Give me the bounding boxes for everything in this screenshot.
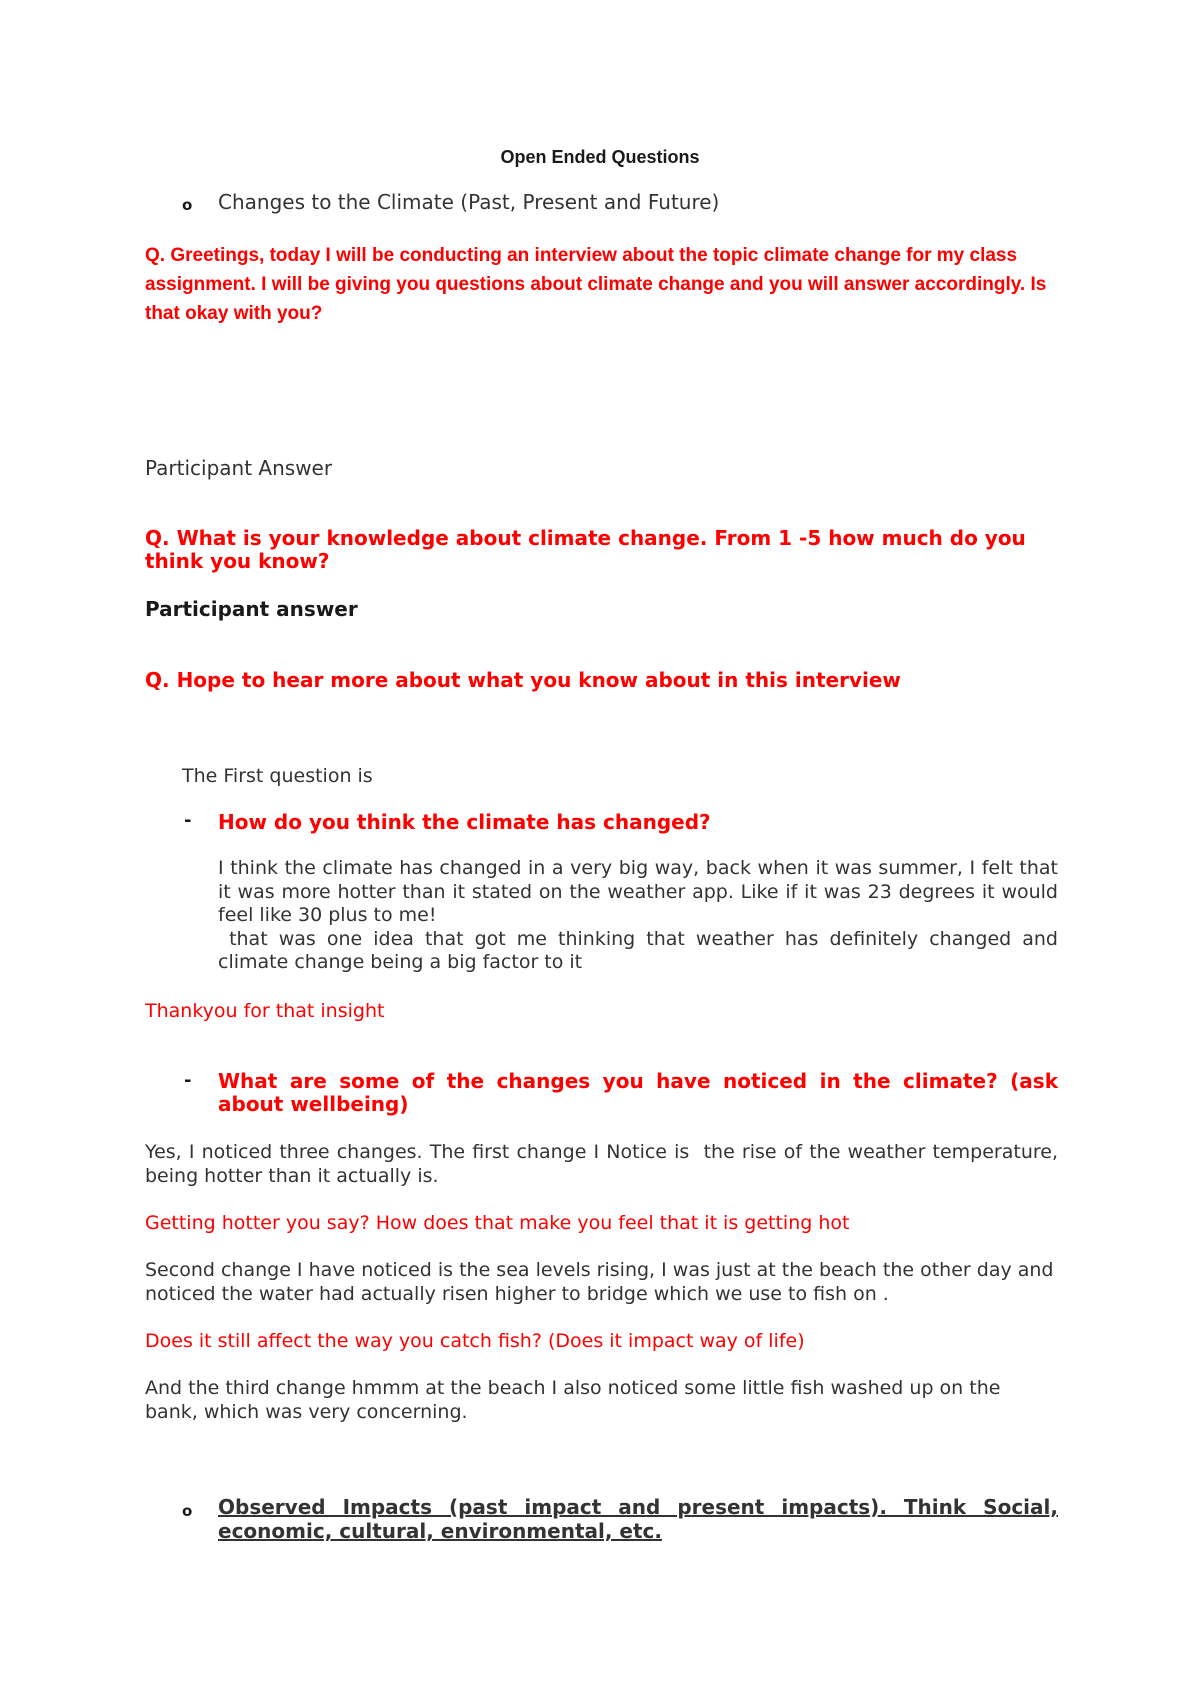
- section-heading-impacts: Observed Impacts (past impact and present impacts). Think Social, economic, cultural, environmental, etc.: [218, 1495, 1058, 1543]
- participant-answer-label: Participant Answer: [145, 456, 333, 480]
- knowledge-question: Q. What is your knowledge about climate change. From 1 -5 how much do you think you know?: [145, 526, 1026, 573]
- question-2: What are some of the changes you have noticed in the climate? (ask about wellbeing): [218, 1069, 1058, 1116]
- section-heading-changes: Changes to the Climate (Past, Present and Future): [218, 190, 720, 214]
- answer-1-paragraph: I think the climate has changed in a very big way, back when it was summer, I felt that it was more hotter than it stated on the weather app. Like if it was 23 degrees it would feel like 30 plus to me!: [218, 857, 1058, 927]
- answer-3: Second change I have noticed is the sea levels rising, I was just at the beach the other day and noticed the water had actually risen higher to bridge which we use to fish on .: [145, 1259, 1054, 1305]
- dash-bullet: -: [184, 810, 192, 831]
- dash-bullet: -: [184, 1070, 192, 1091]
- section-bullet: o: [182, 196, 193, 214]
- section-bullet: o: [182, 1502, 193, 1520]
- answer-1: [218, 857, 1065, 975]
- answer-2: Yes, I noticed three changes. The first change I Notice is the rise of the weather temperature, being hotter than it actually is.: [145, 1141, 1065, 1187]
- document-title: Open Ended Questions: [500, 147, 700, 167]
- thankyou-line: Thankyou for that insight: [145, 1000, 385, 1022]
- intro-question: Q. Greetings, today I will be conducting an interview about the topic climate change for my class assignment. I will be giving you questions about climate change and you will answer accordingly. Is that okay with you?: [145, 245, 1047, 324]
- followup-hotter: Getting hotter you say? How does that make you feel that it is getting hot: [145, 1212, 850, 1234]
- hope-question: Q. Hope to hear more about what you know about in this interview: [145, 668, 901, 692]
- question-1: How do you think the climate has changed?: [218, 810, 711, 834]
- first-question-intro: The First question is: [182, 765, 373, 787]
- followup-fish: Does it still affect the way you catch fish? (Does it impact way of life): [145, 1330, 805, 1352]
- answer-1-paragraph: that was one idea that got me thinking that weather has definitely changed and climate change being a big factor to it: [218, 927, 1065, 974]
- participant-answer-label: Participant answer: [145, 597, 358, 621]
- answer-4: And the third change hmmm at the beach I also noticed some little fish washed up on the bank, which was very concerning.: [145, 1377, 1001, 1423]
